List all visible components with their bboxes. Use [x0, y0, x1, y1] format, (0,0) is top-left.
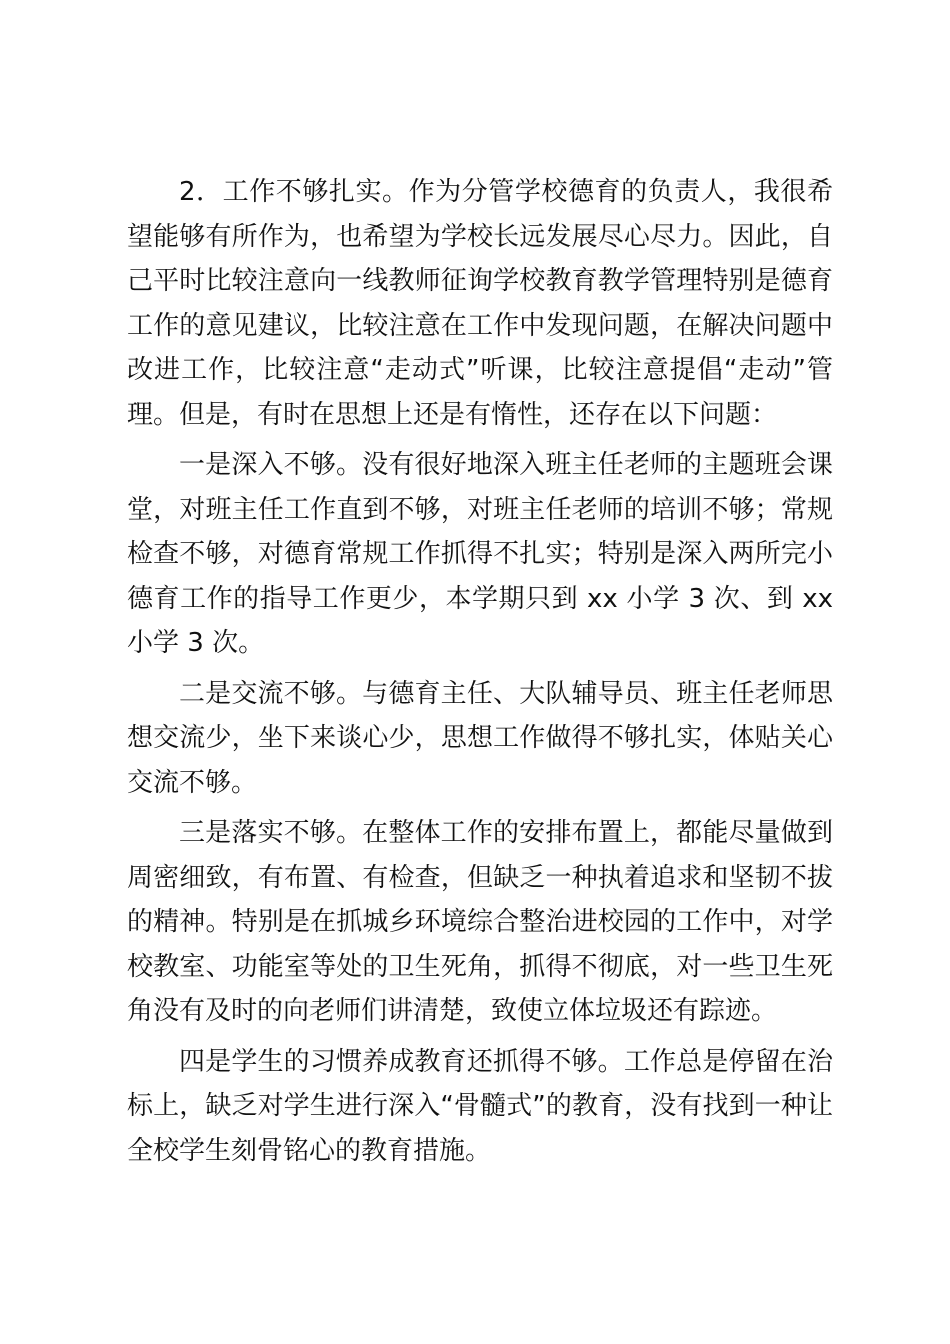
- paragraph-not-implemented-enough: 三是落实不够。在整体工作的安排布置上，都能尽量做到周密细致，有布置、有检查，但缺乏一种执着追求和坚韧不拔的精神。特别是在抓城乡环境综合整治进校园的工作中，对学校教室、功能室等处的卫生死角，抓得不彻底，对一些卫生死角没有及时的向老师们讲清楚，致使立体垃圾还有踪迹。: [127, 818, 833, 1026]
- paragraph-habit-education: 四是学生的习惯养成教育还抓得不够。工作总是停留在治标上，缺乏对学生进行深入“骨髓式”的教育，没有找到一种让全校学生刻骨铭心的教育措施。: [127, 1046, 833, 1166]
- document-body: [127, 170, 833, 1179]
- paragraph-not-enough-communication: 二是交流不够。与德育主任、大队辅导员、班主任老师思想交流少，坐下来谈心少，思想工作做得不够扎实，体贴关心交流不够。: [127, 678, 833, 798]
- paragraph-not-deep-enough: 一是深入不够。没有很好地深入班主任老师的主题班会课堂，对班主任工作直到不够，对班主任老师的培训不够；常规检查不够，对德育常规工作抓得不扎实；特别是深入两所完小德育工作的指导工作更少，本学期只到 xx 小学 3 次、到 xx 小学 3 次。: [127, 450, 833, 658]
- paragraph-work-not-solid: 2．工作不够扎实。作为分管学校德育的负责人，我很希望能够有所作为，也希望为学校长远发展尽心尽力。因此，自己平时比较注意向一线教师征询学校教育教学管理特别是德育工作的意见建议，比较注意在工作中发现问题，在解决问题中改进工作，比较注意“走动式”听课，比较注意提倡“走动”管理。但是，有时在思想上还是有惰性，还存在以下问题：: [127, 177, 833, 430]
